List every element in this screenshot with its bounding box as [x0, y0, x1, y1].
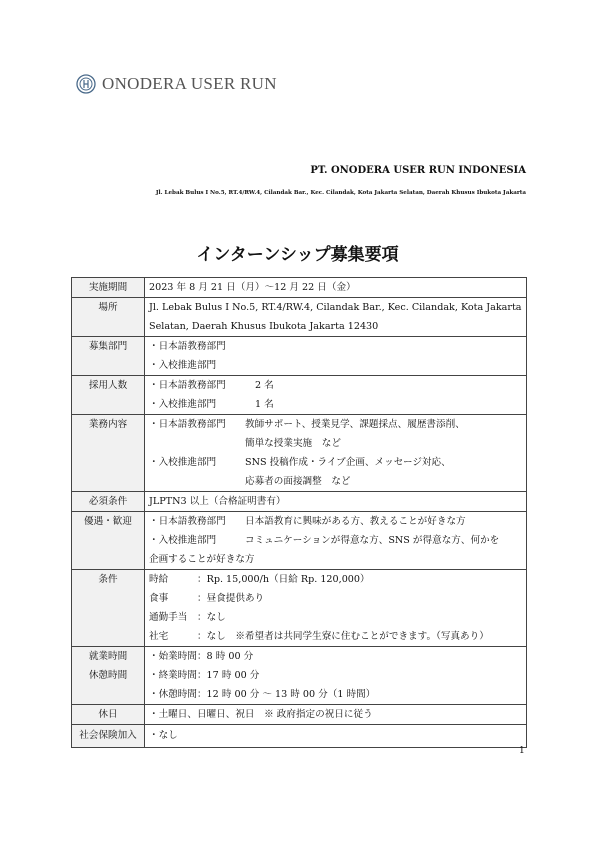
duty-text: 簡単な授業実施 など	[245, 438, 341, 449]
row-label: 条件	[72, 570, 145, 647]
duty-dept: ・入校推進部門	[149, 457, 217, 468]
table-row	[72, 647, 527, 705]
preferred-text: 日本語教育に興味がある方、教えることが好きな方	[245, 516, 466, 527]
table-row	[72, 570, 527, 647]
preferred-dept: ・入校推進部門	[149, 535, 217, 546]
duty-text: 教師サポート、授業見学、課題採点、履歴書添削、	[245, 419, 465, 430]
condition-key: 食事	[149, 593, 169, 604]
requirements-value: JLPTN3 以上（合格証明書有）	[145, 492, 527, 512]
logo-emblem-icon	[76, 74, 96, 94]
list-item: ・入校推進部門	[149, 360, 217, 371]
duty-dept: ・日本語教務部門	[149, 419, 226, 430]
preferred-text: コミュニケーションが得意な方、SNS が得意な方、何かを	[245, 535, 500, 546]
preferred-text: 企画することが好きな方	[149, 554, 255, 565]
list-item	[149, 512, 522, 531]
duty-text: 応募者の面接調整 など	[245, 476, 351, 487]
list-item: ・終業時間：17 時 00 分	[149, 670, 260, 681]
company-logo	[76, 74, 277, 94]
page-number: 1	[519, 746, 525, 756]
table-row	[72, 337, 527, 376]
row-label: 採用人数	[72, 376, 145, 415]
condition-key: 社宅	[149, 631, 169, 642]
condition-value: ：なし	[197, 612, 226, 623]
list-item	[149, 589, 522, 608]
row-label: 募集部門	[72, 337, 145, 376]
conditions-value	[145, 570, 527, 647]
condition-value: ：なし ※希望者は共同学生寮に住むことができます。（写真あり）	[197, 631, 489, 642]
holidays-value: ・土曜日、日曜日、祝日 ※ 政府指定の祝日に従う	[145, 705, 527, 725]
location-value: Jl. Lebak Bulus I No.5, RT.4/RW.4, Cilandak Bar., Kec. Cilandak, Kota Jakarta Selatan, Daerah Khusus Ibukota Jakarta 12430	[145, 298, 527, 337]
document-title: インターンシップ募集要項	[196, 245, 399, 265]
preferred-dept: ・日本語教務部門	[149, 516, 226, 527]
row-label: 場所	[72, 298, 145, 337]
table-row	[72, 492, 527, 512]
list-item: ・休憩時間：12 時 00 分 ～ 13 時 00 分（1 時間）	[149, 689, 376, 700]
table-row	[72, 512, 527, 570]
break-hours-label: 休憩時間	[88, 670, 128, 681]
table-row	[72, 725, 527, 748]
table-row	[72, 278, 527, 298]
row-label: 優遇・歓迎	[72, 512, 145, 570]
list-item	[149, 531, 522, 550]
hires-value	[145, 376, 527, 415]
row-label: 休日	[72, 705, 145, 725]
duties-value	[145, 415, 527, 492]
row-label: 社会保険加入	[72, 725, 145, 748]
period-value: 2023 年 8 月 21 日（月）～12 月 22 日（金）	[145, 278, 527, 298]
company-address: Jl. Lebak Bulus I No.5, RT.4/RW.4, Cilandak Bar., Kec. Cilandak, Kota Jakarta Selatan, Daerah Khusus Ibukota Jakarta	[155, 190, 526, 196]
list-item	[149, 627, 522, 646]
list-item	[149, 376, 522, 395]
row-label	[72, 647, 145, 705]
table-row	[72, 705, 527, 725]
hire-count: 1 名	[255, 399, 274, 410]
hire-dept: ・入校推進部門	[149, 399, 217, 410]
list-item: ・始業時間：8 時 00 分	[149, 651, 254, 662]
list-item	[149, 608, 522, 627]
insurance-value: ・なし	[145, 725, 527, 748]
list-item: ・日本語教務部門	[149, 341, 226, 352]
table-row	[72, 415, 527, 492]
company-name: PT. ONODERA USER RUN INDONESIA	[310, 165, 526, 176]
departments-value	[145, 337, 527, 376]
row-label: 必須条件	[72, 492, 145, 512]
row-label: 業務内容	[72, 415, 145, 492]
list-item	[149, 453, 522, 472]
list-item	[149, 570, 522, 589]
preferred-value	[145, 512, 527, 570]
list-item	[149, 415, 522, 434]
condition-key: 時給	[149, 574, 169, 585]
table-row	[72, 376, 527, 415]
condition-value: ：Rp. 15,000/h（日給 Rp. 120,000）	[197, 574, 370, 585]
row-label: 実施期間	[72, 278, 145, 298]
condition-value: ：昼食提供あり	[197, 593, 265, 604]
logo-text: ONODERA USER RUN	[102, 74, 277, 93]
hire-dept: ・日本語教務部門	[149, 380, 226, 391]
list-item	[149, 395, 522, 414]
hours-value	[145, 647, 527, 705]
hire-count: 2 名	[255, 380, 274, 391]
work-hours-label: 就業時間	[88, 651, 128, 662]
requirements-table	[71, 277, 527, 748]
duty-text: SNS 投稿作成・ライブ企画、メッセージ対応、	[245, 457, 451, 468]
condition-key: 通勤手当	[149, 612, 188, 623]
table-row	[72, 298, 527, 337]
